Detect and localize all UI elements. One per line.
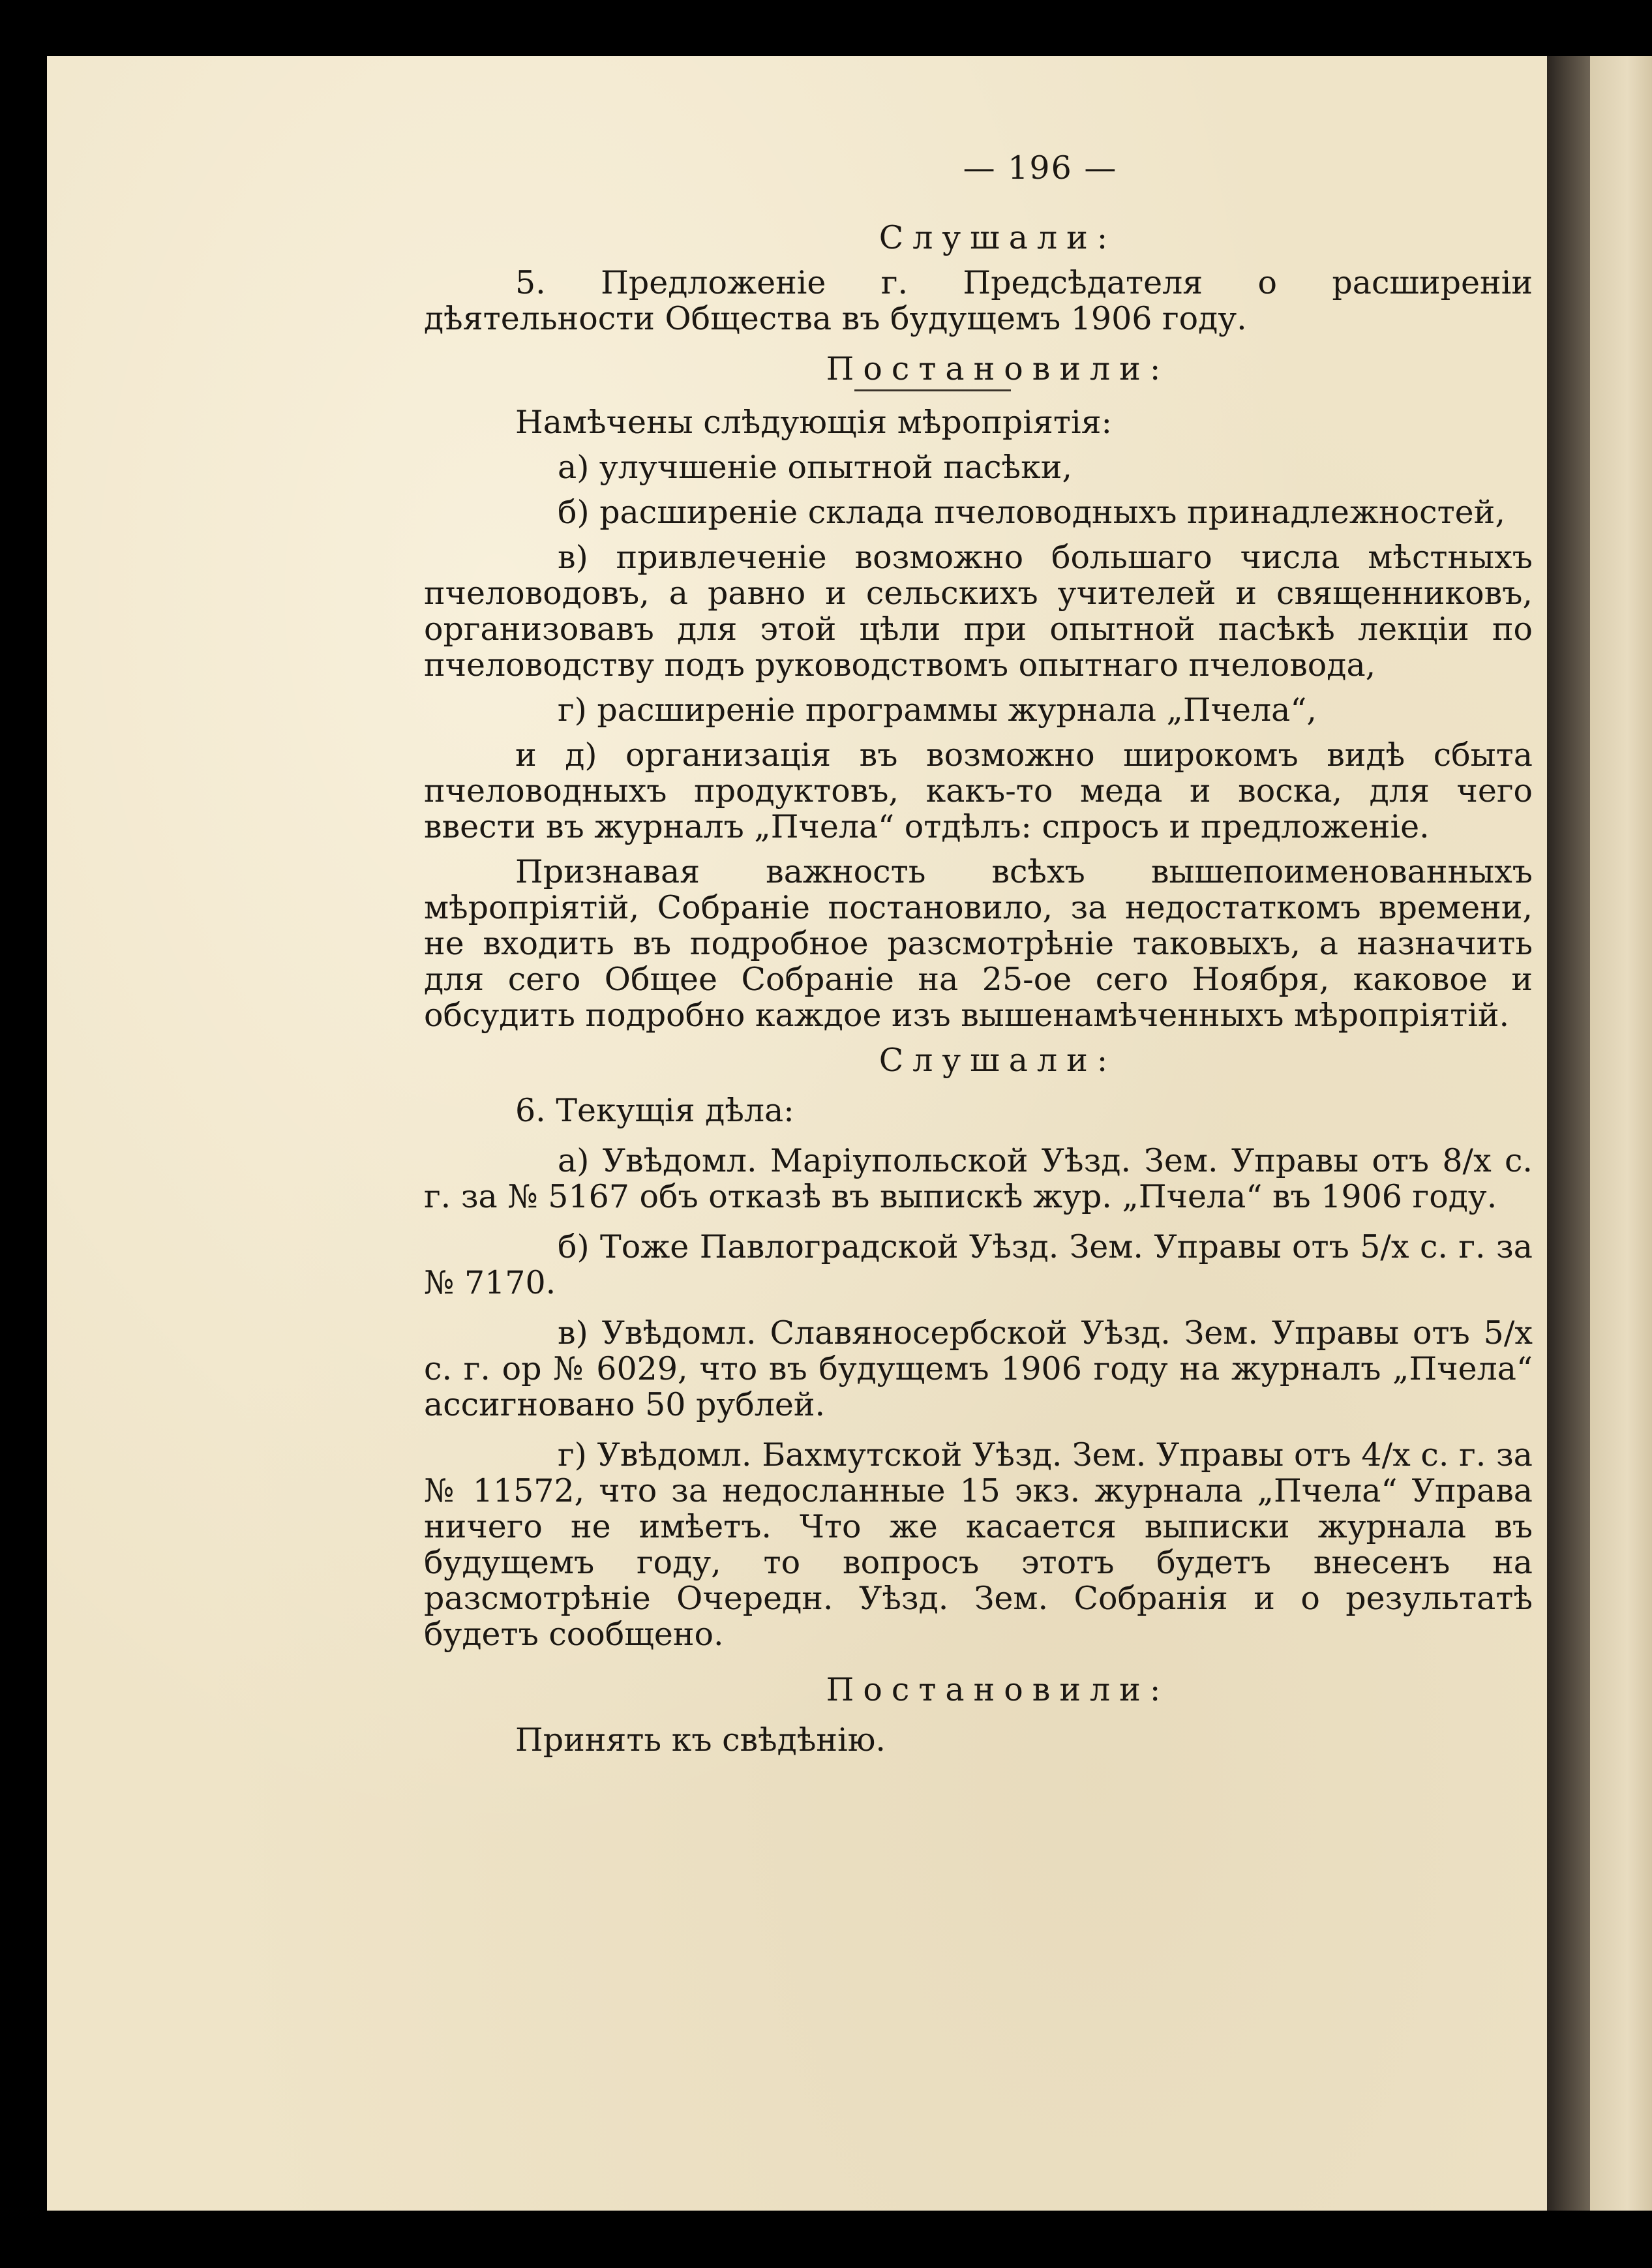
notice-v: в) Увѣдомл. Славяносербской Уѣзд. Зем. Управы отъ 5/х с. г. ор № 6029, что въ будущемъ 1906 году на журналъ „Пчела“ ассигновано 50 рублей. [424, 1314, 1533, 1423]
measures-intro: Намѣчены слѣдующiя мѣропрiятiя: [515, 404, 1113, 441]
page-text [424, 150, 1533, 1758]
measure-g: г) расширенiе программы журнала „Пчела“, [558, 691, 1317, 729]
notice-g: г) Увѣдомл. Бахмутской Уѣзд. Зем. Управы отъ 4/х с. г. за № 11572, что за недосланные 15 экз. журнала „Пчела“ Управа ничего не имѣетъ. Что же касается выписки журнала въ будущемъ году, то вопросъ этотъ будетъ внесенъ на разсмотрѣнiе Очередн. Уѣзд. Зем. Собранiя и о результатѣ будетъ сообщено. [424, 1436, 1533, 1653]
adjacent-page-edge [1590, 56, 1652, 2211]
heading-heard-1: Слушали: [879, 219, 1117, 256]
page-number: — 196 — [963, 149, 1118, 187]
notice-b: б) Тоже Павлоградской Уѣзд. Зем. Управы отъ 5/х с. г. за № 7170. [424, 1228, 1533, 1301]
heading-heard-2: Слушали: [879, 1042, 1117, 1079]
measure-b: б) расширенiе склада пчеловодныхъ принадлежностей, [558, 494, 1505, 531]
heading-underline [854, 389, 1011, 391]
final-resolution: Принять къ свѣдѣнiю. [515, 1721, 886, 1759]
book-gutter-shadow [1547, 56, 1590, 2211]
notice-a: а) Увѣдомл. Марiупольской Уѣзд. Зем. Управы отъ 8/х с. г. за № 5167 объ отказѣ въ выпискѣ жур. „Пчела“ въ 1906 году. [424, 1142, 1533, 1215]
heading-resolved-1: Постановили: [826, 350, 1170, 387]
measure-d: и д) организацiя въ возможно широкомъ видѣ сбыта пчеловодныхъ продуктовъ, какъ-то меда и воска, для чего ввести въ журналъ „Пчела“ отдѣлъ: спросъ и предложенiе. [424, 736, 1533, 845]
item-6-current-affairs: 6. Текущiя дѣла: [515, 1092, 794, 1129]
item-5-proposal: 5. Предложенiе г. Предсѣдателя о расширенiи дѣятельности Общества въ будущемъ 1906 году. [424, 264, 1533, 337]
heading-resolved-2: Постановили: [826, 1671, 1170, 1708]
measure-v: в) привлеченiе возможно большаго числа мѣстныхъ пчеловодовъ, а равно и сельскихъ учителей и священниковъ, организовавъ для этой цѣли при опытной пасѣкѣ лекцiи по пчеловодству подъ руководствомъ опытнаго пчеловода, [424, 539, 1533, 684]
measure-a: а) улучшенiе опытной пасѣки, [558, 449, 1072, 486]
recognition-paragraph: Признавая важность всѣхъ вышепоименованныхъ мѣропрiятiй, Собранiе постановило, за недостаткомъ времени, не входить въ подробное разсмотрѣнiе таковыхъ, а назначить для сего Общее Собранiе на 25-ое сего Ноября, каковое и обсудить подробно каждое изъ вышенамѣченныхъ мѣропрiятiй. [424, 853, 1533, 1034]
